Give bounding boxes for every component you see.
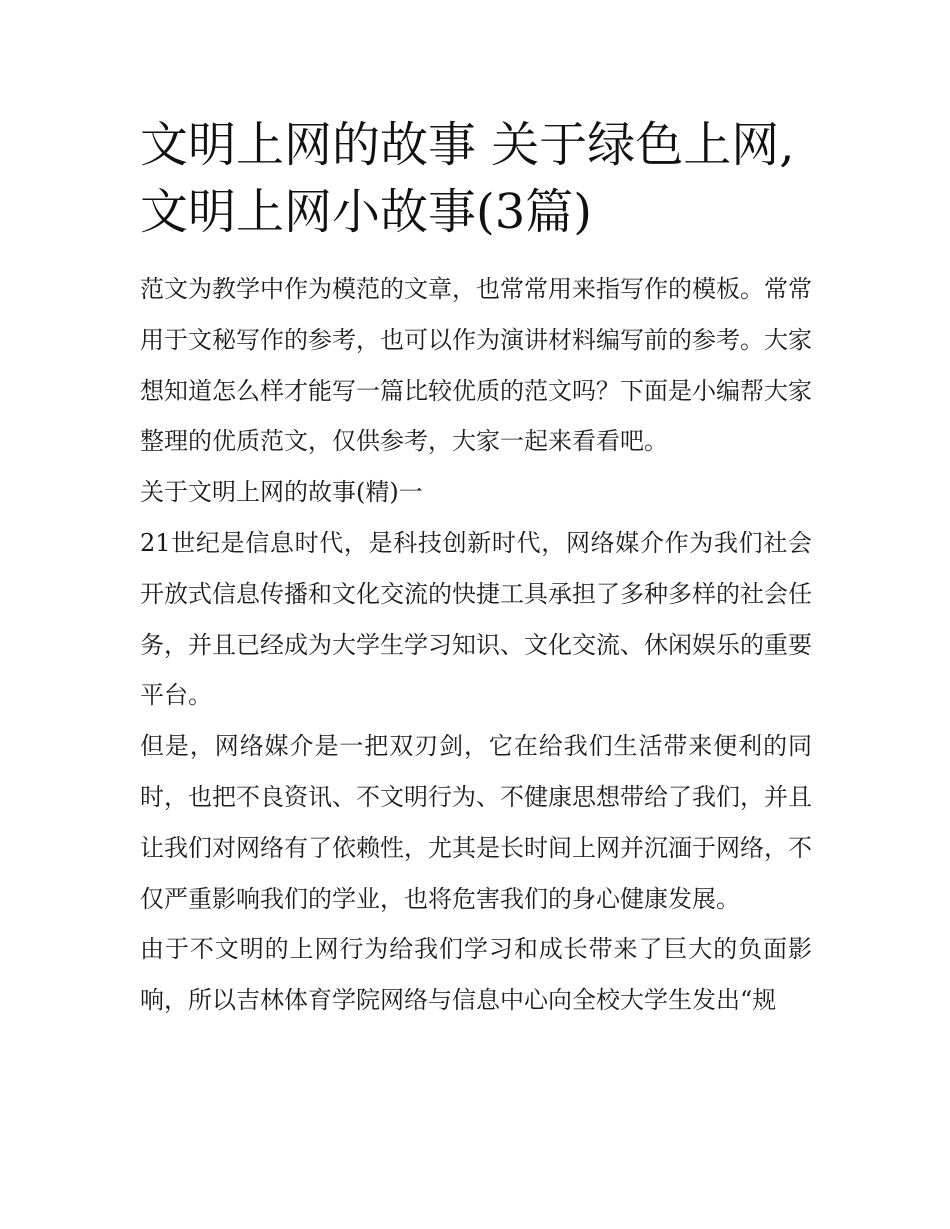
document-body xyxy=(140,264,812,1026)
body-paragraph: 但是，网络媒介是一把双刃剑，它在给我们生活带来便利的同时，也把不良资讯、不文明行为、不健康思想带给了我们，并且让我们对网络有了依赖性，尤其是长时间上网并沉湎于网络，不仅严重影响我们的学业，也将危害我们的身心健康发展。 xyxy=(140,732,812,913)
body-paragraph: 由于不文明的上网行为给我们学习和成长带来了巨大的负面影响，所以吉林体育学院网络与信息中心向全校大学生发出“规 xyxy=(140,935,812,1015)
intro-paragraph: 范文为教学中作为模范的文章，也常常用来指写作的模板。常常用于文秘写作的参考，也可以作为演讲材料编写前的参考。大家想知道怎么样才能写一篇比较优质的范文吗？下面是小编帮大家整理的优质范文，仅供参考，大家一起来看看吧。 xyxy=(140,275,812,456)
body-paragraph: 21世纪是信息时代，是科技创新时代，网络媒介作为我们社会开放式信息传播和文化交流的快捷工具承担了多种多样的社会任务，并且已经成为大学生学习知识、文化交流、休闲娱乐的重要平台。 xyxy=(140,528,812,710)
section-heading: 关于文明上网的故事(精)一 xyxy=(140,478,423,507)
document-title: 文明上网的故事 关于绿色上网,文明上网小故事(3篇) xyxy=(140,117,795,240)
document-content xyxy=(140,112,812,1026)
